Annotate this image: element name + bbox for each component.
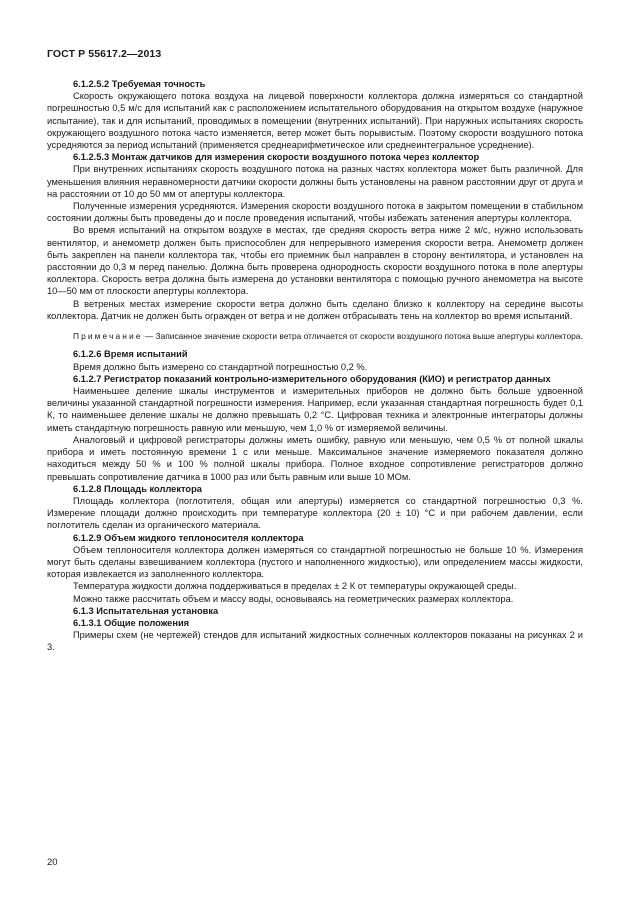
note-paragraph (47, 331, 583, 342)
section-heading: 6.1.3.1 Общие положения (73, 617, 190, 628)
body-paragraph: Полученные измерения усредняются. Измерения скорости воздушного потока в закрытом помещении в стабильном состоянии должны быть проведены до и после проведения испытаний, чтобы избежать затенения апертуры коллектора. (47, 201, 583, 224)
note-text: — Записанное значение скорости ветра отличается от скорости воздушного потока выше апертуры коллектора. (142, 331, 583, 342)
body-paragraph: Аналоговый и цифровой регистраторы должны иметь ошибку, равную или меньшую, чем 0,5 % от полной шкалы прибора и иметь постоянную времени 1 с или меньше. Максимальное значение измеряемого показателя должно находиться между 50 % и 100 % полной шкалы прибора. Полное входное сопротивление регистраторов должно превышать сопротивление датчика в 1000 раз или быть равным или выше 10 МОм. (47, 434, 583, 482)
body-paragraph: Можно также рассчитать объем и массу воды, основываясь на геометрических размерах коллектора. (73, 593, 514, 604)
body-paragraph: Скорость окружающего потока воздуха на лицевой поверхности коллектора должна измеряться со стандартной погрешностью 0,5 м/с для испытаний как с расположением испытательного оборудования на открытом воздухе (наружное испытание), так и для испытаний, проводимых в помещении (внутренних испытаний). При наружных испытаниях скорость окружающего воздушного потока часто изменяется, ветер может быть порывистым. Поэтому скорости воздушного потока усредняются за период испытаний (применяется среднеарифметическое или среднеинтегральное усреднение). (47, 91, 583, 151)
section-heading: 6.1.2.5.2 Требуемая точность (73, 79, 206, 89)
document-body (47, 78, 583, 654)
section-heading: 6.1.2.8 Площадь коллектора (73, 483, 202, 494)
body-paragraph: Время должно быть измерено со стандартной погрешностью 0,2 %. (73, 361, 368, 372)
section-heading: 6.1.3 Испытательная установка (73, 605, 219, 616)
section-heading: 6.1.2.7 Регистратор показаний контрольно-измерительного оборудования (КИО) и регистратор данных (73, 373, 551, 384)
section-heading: 6.1.2.6 Время испытаний (73, 349, 188, 360)
body-paragraph: При внутренних испытаниях скорость воздушного потока на разных частях коллектора может быть различной. Для уменьшения влияния неравномерности датчики скорости должны быть установлены на равном расстоянии друг от друга и на расстоянии от 10 до 50 мм от апертуры коллектора. (47, 164, 583, 199)
section-heading: 6.1.2.9 Объем жидкого теплоносителя коллектора (73, 532, 304, 543)
body-paragraph: Температура жидкости должна поддерживаться в пределах ± 2 К от температуры окружающей среды. (73, 581, 517, 592)
note-label: Примечание (73, 331, 143, 342)
section-heading: 6.1.2.5.3 Монтаж датчиков для измерения скорости воздушного потока через коллектор (73, 152, 480, 163)
body-paragraph: Примеры схем (не чертежей) стендов для испытаний жидкостных солнечных коллекторов показаны на рисунках 2 и 3. (47, 630, 583, 653)
document-header: ГОСТ Р 55617.2—2013 (47, 48, 162, 60)
body-paragraph: Площадь коллектора (поглотителя, общая или апертуры) измеряется со стандартной погрешностью 0,3 %. Измерение площади должно происходить при температуре коллектора (20 ± 10) °С и при рабочем давлении, если поглотитель сделан из органического материала. (47, 495, 583, 531)
page-number: 20 (47, 857, 58, 868)
body-paragraph: В ветреных местах измерение скорости ветра должно быть сделано близко к коллектору на середине высоты коллектора. Датчик не должен быть огражден от ветра и не должен отбрасывать тень на коллектор во время испытаний. (47, 298, 583, 321)
body-paragraph: Во время испытаний на открытом воздухе в местах, где средняя скорость ветра ниже 2 м/с, нужно использовать вентилятор, и анемометр должен быть приспособлен для непрерывного измерения скорости ветра. Анемометр должен быть закреплен на панели коллектора так, чтобы его приемник был направлен в сторону вентилятора, и установлен на расстоянии до 0,3 м перед панелью. Должна быть проверена однородность скорости воздушного потока в поле апертуры коллектора. Скорость ветра должна быть измерена до установки вентилятора с помощью ручного анемометра на высоте 10—50 мм от плоскости апертуры коллектора. (47, 225, 583, 297)
body-paragraph: Объем теплоносителя коллектора должен измеряться со стандартной погрешностью не больше 10 %. Измерения могут быть сделаны взвешиванием коллектора (пустого и наполненного жидкостью), или определением массы жидкости, которая извлекается из заполненного коллектора. (47, 544, 583, 580)
body-paragraph: Наименьшее деление шкалы инструментов и измерительных приборов не должно быть больше удвоенной величины указанной стандартной погрешности измерения. Например, если указанная стандартная погрешность будет 0,1 К, то наименьшее деление шкалы не должно превышать 0,2 °С. Цифровая техника и электронные интеграторы должны иметь стандартную погрешность равную или меньшую, чем 1,0 % от измеряемой величины. (47, 386, 583, 433)
